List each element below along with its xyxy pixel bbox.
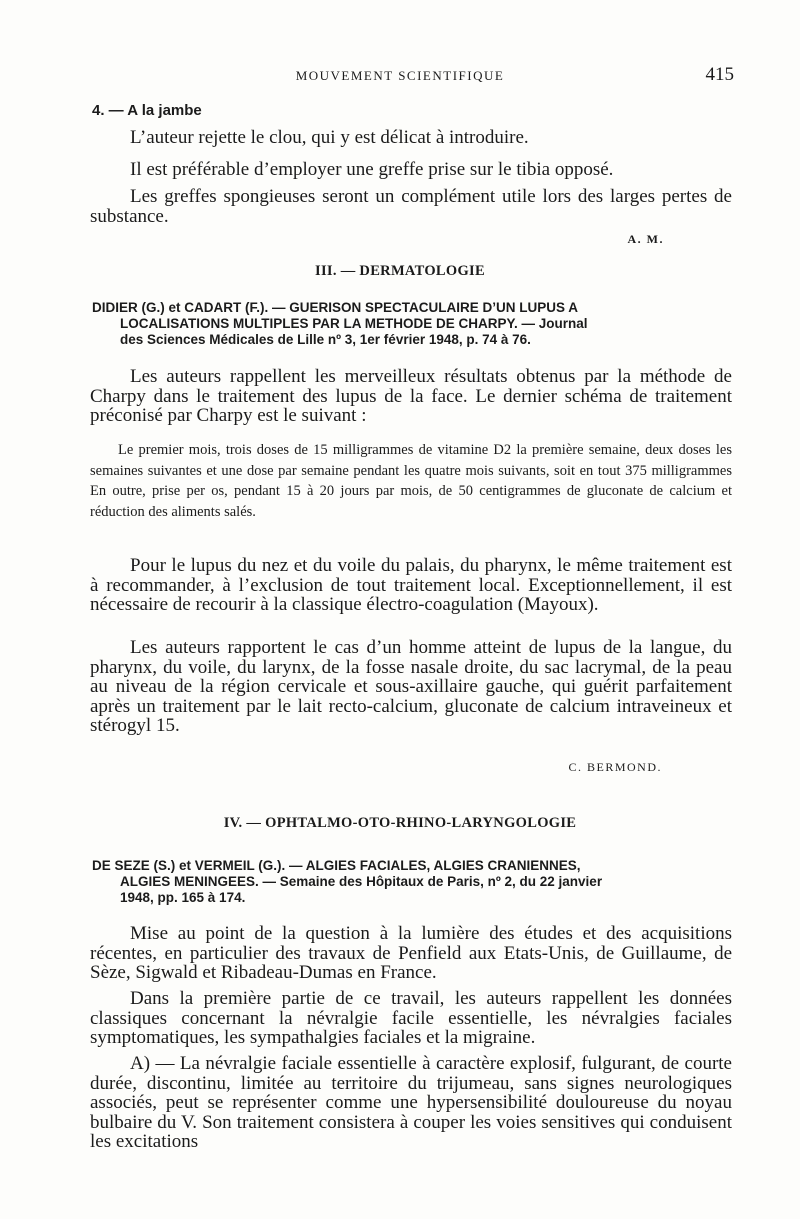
paragraph: Les greffes spongieuses seront un complément utile lors des larges pertes de substance. (90, 186, 732, 227)
reference-line: LOCALISATIONS MULTIPLES PAR LA METHODE DE CHARPY. — Journal (120, 316, 588, 331)
paragraph: L’auteur rejette le clou, qui y est délicat à introduire. (130, 127, 529, 148)
paragraph: Dans la première partie de ce travail, les auteurs rappellent les données classiques concernant la névralgie facile essentielle, les névralgies faciales symptomatiques, les sympathalgies faciales et la migraine. (90, 988, 732, 1048)
author-signature: A. M. (627, 232, 664, 246)
paragraph: A) — La névralgie faciale essentielle à caractère explosif, fulgurant, de courte durée, discontinu, limitée au territoire du trijumeau, sans signes neurologiques associés, peut se représenter comme une hypersensibilité douloureuse du noyau bulbaire du V. Son traitement consistera à couper les voies sensitives qui conduisent les excitations (90, 1053, 732, 1152)
paragraph: Mise au point de la question à la lumière des études et des acquisitions récentes, en particulier des travaux de Penfield aux Etats-Unis, de Guillaume, de Sèze, Sigwald et Ribadeau-Dumas en France. (90, 923, 732, 983)
bibliographic-reference (92, 858, 732, 906)
subsection-heading: 4. — A la jambe (92, 102, 202, 119)
paragraph: Les auteurs rappellent les merveilleux résultats obtenus par la méthode de Charpy dans le traitement des lupus de la face. Le dernier schéma de traitement préconisé par Charpy est le suivant : (90, 366, 732, 426)
page-number: 415 (705, 64, 734, 85)
reference-line: DE SEZE (S.) et VERMEIL (G.). — ALGIES FACIALES, ALGIES CRANIENNES, (92, 858, 581, 873)
reference-line: des Sciences Médicales de Lille nº 3, 1er février 1948, p. 74 à 76. (120, 332, 531, 347)
reference-line: ALGIES MENINGEES. — Semaine des Hôpitaux de Paris, nº 2, du 22 janvier (120, 874, 603, 889)
quoted-treatment-scheme: Le premier mois, trois doses de 15 milligrammes de vitamine D2 la première semaine, deux doses les semaines suivantes et une dose par semaine pendant les quatre mois suivants, soit en tout 375 milligrammes En outre, prise per os, pendant 15 à 20 jours par mois, de 50 centigrammes de gluconate de calcium et réduction des aliments salés. (90, 442, 732, 520)
running-title: MOUVEMENT SCIENTIFIQUE (295, 68, 505, 83)
section-title: III. — DERMATOLOGIE (315, 263, 485, 279)
paragraph: Il est préférable d’employer une greffe prise sur le tibia opposé. (130, 159, 614, 180)
reference-line: 1948, pp. 165 à 174. (120, 890, 246, 905)
bibliographic-reference (92, 300, 732, 348)
paragraph: Pour le lupus du nez et du voile du palais, du pharynx, le même traitement est à recommander, à l’exclusion de tout traitement local. Exceptionnellement, il est nécessaire de recourir à la classique électro-coagulation (Mayoux). (90, 555, 732, 615)
reference-line: DIDIER (G.) et CADART (F.). — GUERISON SPECTACULAIRE D’UN LUPUS A (92, 300, 579, 315)
paragraph: Les auteurs rapportent le cas d’un homme atteint de lupus de la langue, du pharynx, du voile, du larynx, de la fosse nasale droite, du sac lacrymal, de la peau au niveau de la région cervicale et sous-axillaire gauche, qui guérit parfaitement après un traitement par le lait recto-calcium, gluconate de calcium intraveineux et stérogyl 15. (90, 637, 732, 736)
author-signature: C. BERMOND. (568, 760, 662, 774)
section-title: IV. — OPHTALMO-OTO-RHINO-LARYNGOLOGIE (223, 815, 577, 831)
